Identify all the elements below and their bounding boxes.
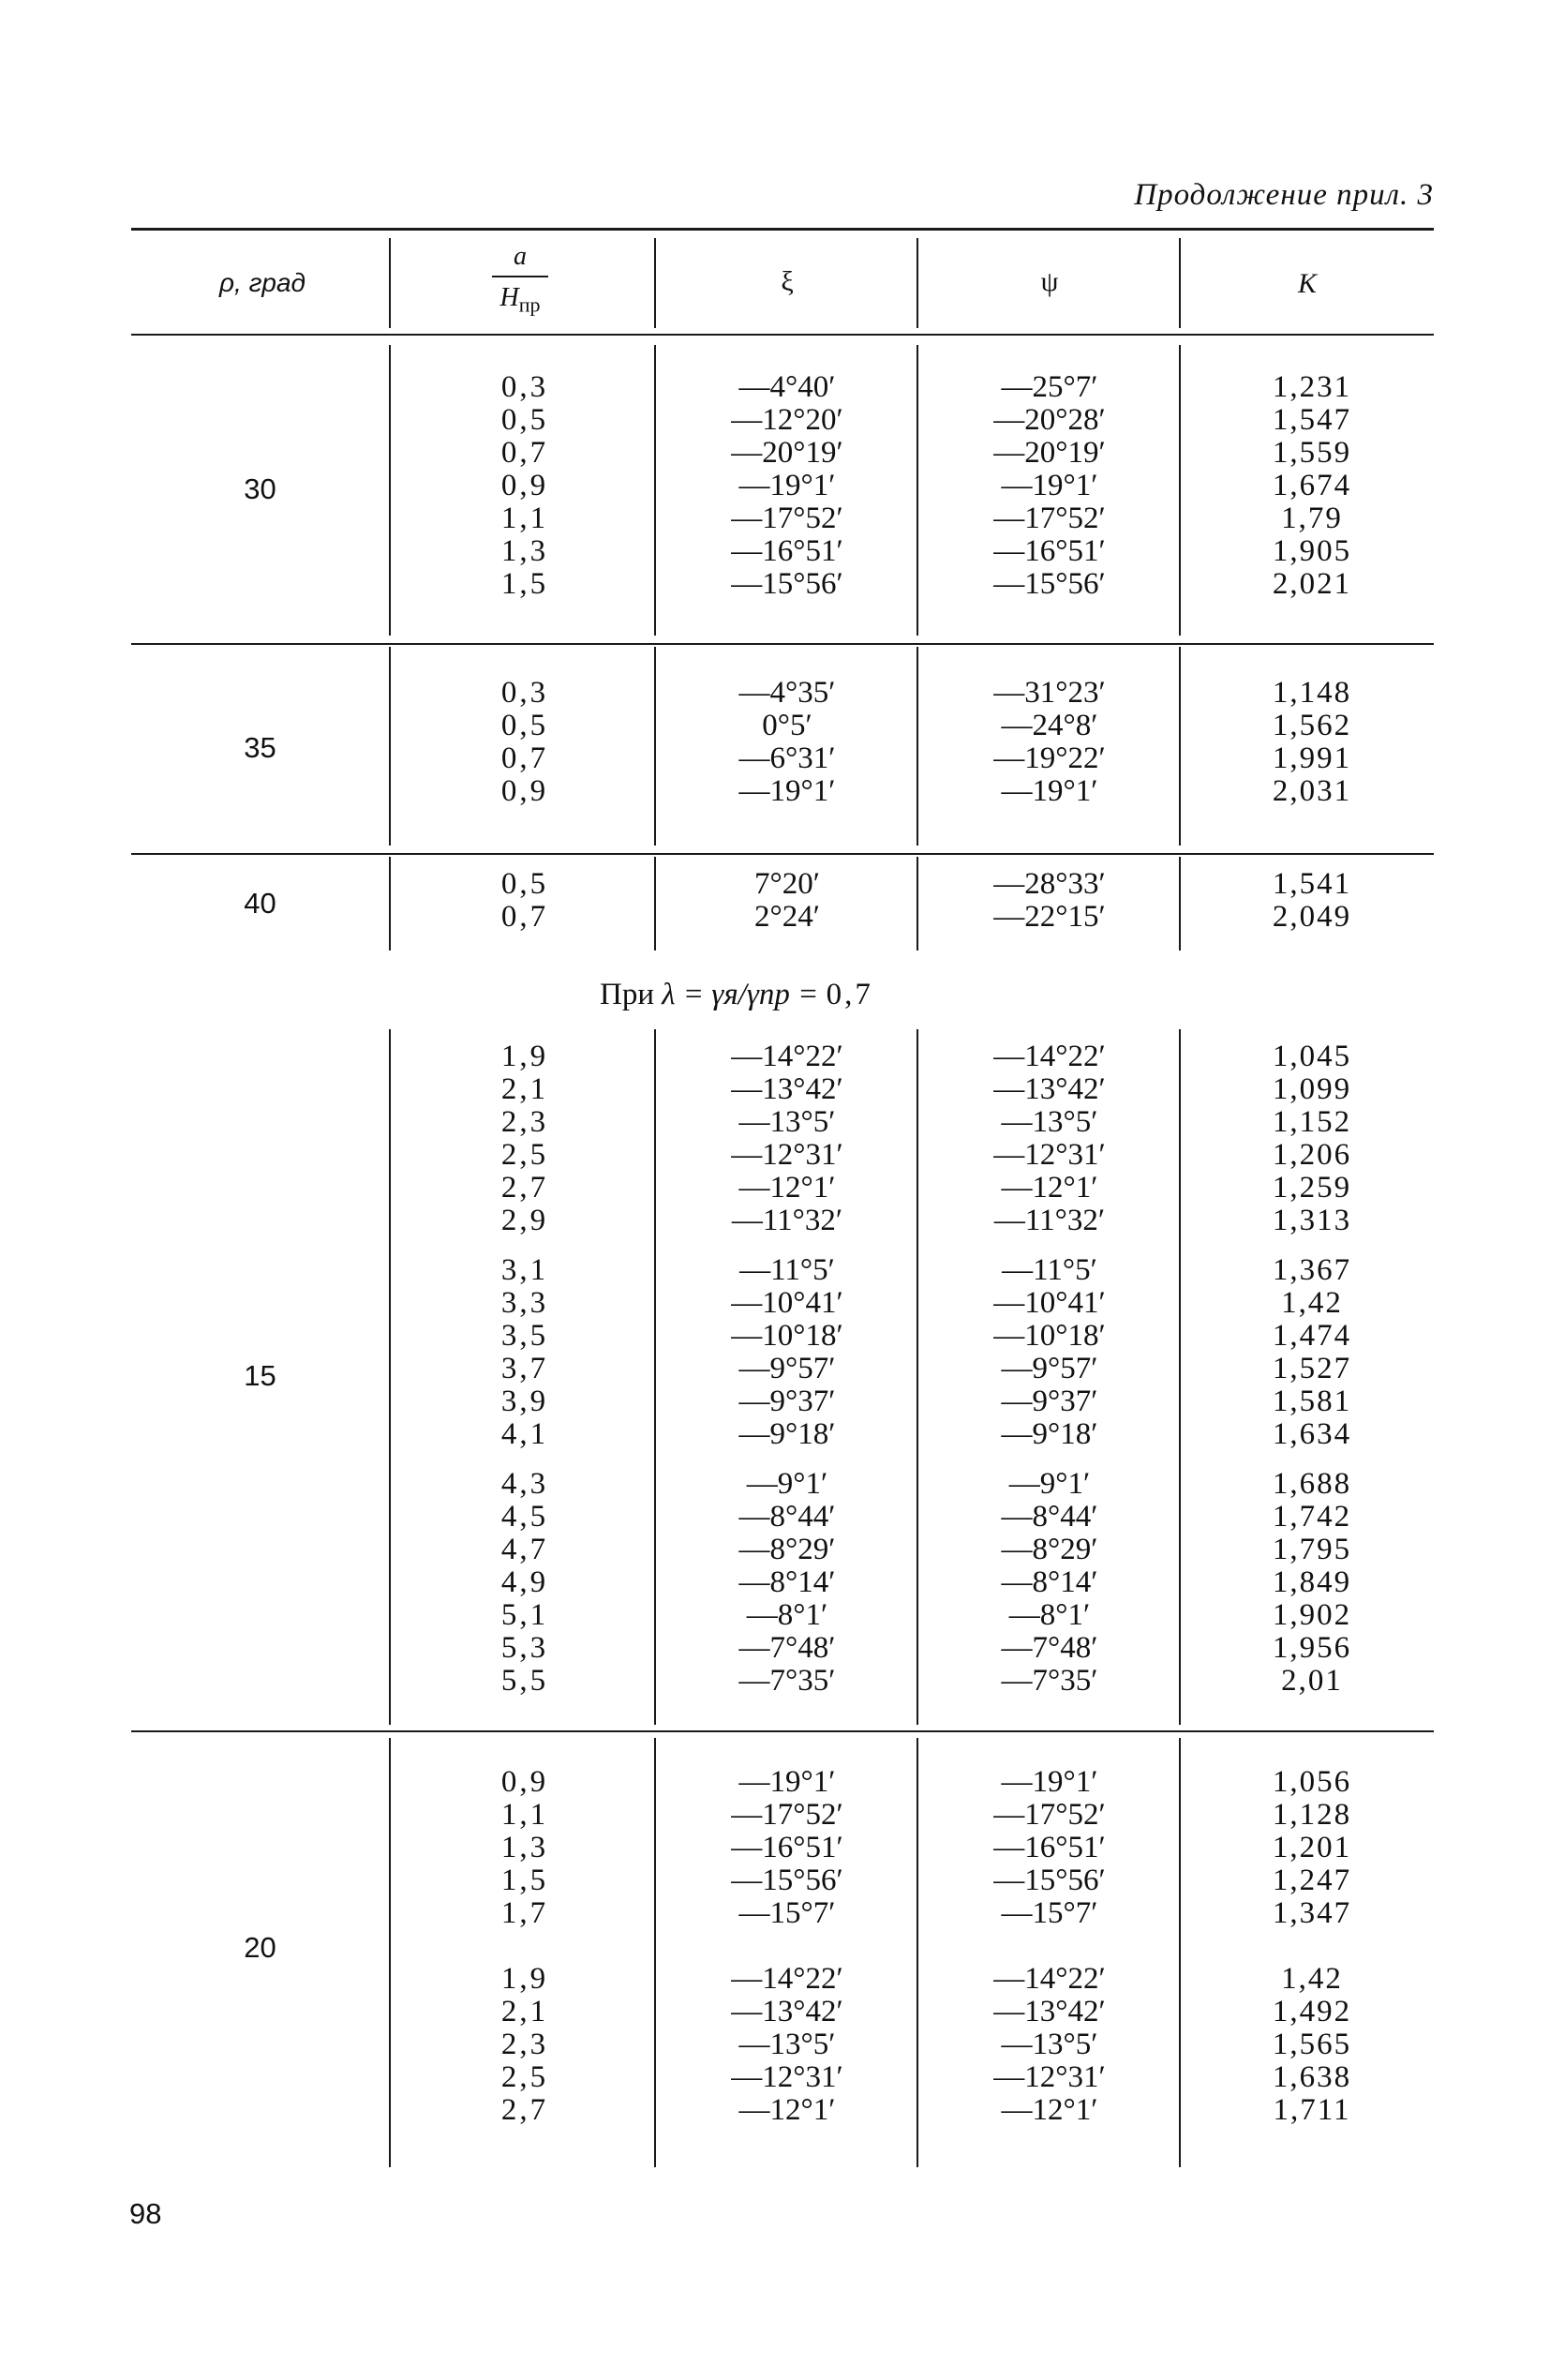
a-cell: 1,3 — [500, 534, 549, 568]
rho-value: 15 — [244, 1359, 276, 1392]
table-row — [0, 1632, 1550, 1665]
xi-cell: —17°52′ — [731, 1798, 843, 1832]
rho-value: 40 — [244, 887, 276, 920]
a-cell: 2,5 — [500, 1138, 549, 1172]
a-cell: 2,1 — [500, 1072, 549, 1106]
header-rho: ρ, град — [218, 268, 306, 297]
k-cell: 1,347 — [1272, 1896, 1352, 1930]
a-cell: 3,1 — [500, 1253, 549, 1287]
table-row — [0, 437, 1550, 470]
a-cell: 0,5 — [500, 403, 549, 437]
a-cell: 4,1 — [500, 1417, 549, 1451]
xi-cell: —11°5′ — [739, 1253, 835, 1287]
xi-cell: —9°18′ — [738, 1417, 836, 1451]
xi-cell: —14°22′ — [731, 1040, 843, 1073]
table-row — [0, 1665, 1550, 1698]
table-row — [0, 775, 1550, 808]
table-row — [0, 1799, 1550, 1832]
xi-cell: 2°24′ — [754, 900, 820, 934]
table-row — [0, 1996, 1550, 2028]
psi-cell: —13°5′ — [1001, 2028, 1098, 2061]
table-row — [0, 371, 1550, 404]
a-cell: 3,3 — [500, 1286, 549, 1320]
k-cell: 1,42 — [1281, 1286, 1343, 1320]
xi-cell: —7°35′ — [738, 1664, 836, 1698]
table-row — [0, 1566, 1550, 1599]
psi-cell: —19°1′ — [1001, 774, 1098, 808]
xi-cell: —13°42′ — [731, 1995, 843, 2028]
k-cell: 1,634 — [1272, 1417, 1352, 1451]
header-bottom-rule — [131, 334, 1434, 336]
k-cell: 1,201 — [1272, 1831, 1352, 1864]
psi-cell: —10°18′ — [993, 1319, 1106, 1353]
xi-cell: —13°5′ — [738, 2028, 836, 2061]
xi-cell: —10°41′ — [731, 1286, 843, 1320]
a-cell: 5,3 — [500, 1631, 549, 1665]
xi-cell: 0°5′ — [762, 709, 812, 742]
group-rule — [131, 1730, 1434, 1732]
k-cell: 1,742 — [1272, 1500, 1352, 1534]
a-cell: 0,3 — [500, 370, 549, 404]
table-row — [0, 2094, 1550, 2127]
table-row — [0, 710, 1550, 742]
a-cell: 5,5 — [500, 1664, 549, 1698]
rho-value: 30 — [244, 472, 276, 505]
psi-cell: —9°1′ — [1008, 1467, 1091, 1501]
a-cell: 1,1 — [500, 501, 549, 535]
xi-cell: —8°44′ — [738, 1500, 836, 1534]
k-cell: 1,581 — [1272, 1385, 1352, 1418]
k-cell: 1,492 — [1272, 1995, 1352, 2028]
a-cell: 2,9 — [500, 1204, 549, 1237]
psi-cell: —17°52′ — [993, 1798, 1106, 1832]
k-cell: 1,474 — [1272, 1319, 1352, 1353]
psi-cell: —8°29′ — [1001, 1533, 1098, 1566]
xi-cell: —16°51′ — [731, 534, 843, 568]
table-row — [0, 502, 1550, 535]
psi-cell: —14°22′ — [993, 1040, 1106, 1073]
table-row — [0, 1418, 1550, 1451]
psi-cell: —19°1′ — [1001, 469, 1098, 502]
header-xi: ξ — [781, 266, 794, 297]
k-cell: 1,42 — [1281, 1962, 1343, 1996]
xi-cell: —15°56′ — [731, 567, 843, 601]
table-row — [0, 1320, 1550, 1353]
psi-cell: —12°1′ — [1001, 1171, 1098, 1205]
header-a-numerator: a — [514, 242, 527, 271]
k-cell: 2,01 — [1281, 1664, 1343, 1698]
psi-cell: —13°42′ — [993, 1072, 1106, 1106]
a-cell: 3,9 — [500, 1385, 549, 1418]
a-cell: 2,7 — [500, 1171, 549, 1205]
xi-cell: —12°31′ — [731, 1138, 843, 1172]
psi-cell: —25°7′ — [1001, 370, 1098, 404]
xi-cell: —15°56′ — [731, 1864, 843, 1897]
xi-cell: —19°1′ — [738, 469, 836, 502]
xi-cell: —13°42′ — [731, 1072, 843, 1106]
a-cell: 1,7 — [500, 1896, 549, 1930]
psi-cell: —31°23′ — [993, 676, 1106, 710]
k-cell: 1,674 — [1272, 469, 1352, 502]
k-cell: 1,527 — [1272, 1352, 1352, 1385]
psi-cell: —8°44′ — [1001, 1500, 1098, 1534]
a-cell: 1,9 — [500, 1962, 549, 1996]
psi-cell: —20°28′ — [993, 403, 1106, 437]
table-row — [0, 1205, 1550, 1237]
lambda-value: 0,7 — [826, 978, 873, 1011]
rho-value: 20 — [244, 1931, 276, 1964]
psi-cell: —14°22′ — [993, 1962, 1106, 1996]
k-cell: 1,313 — [1272, 1204, 1352, 1237]
psi-cell: —13°42′ — [993, 1995, 1106, 2028]
table-row — [0, 1287, 1550, 1320]
header-a-ratio — [445, 242, 595, 318]
a-cell: 1,1 — [500, 1798, 549, 1832]
xi-cell: —17°52′ — [731, 501, 843, 535]
a-cell: 4,5 — [500, 1500, 549, 1534]
xi-cell: —10°18′ — [731, 1319, 843, 1353]
k-cell: 1,688 — [1272, 1467, 1352, 1501]
a-cell: 0,5 — [500, 867, 549, 901]
psi-cell: —16°51′ — [993, 534, 1106, 568]
table-row — [0, 1139, 1550, 1172]
table-row — [0, 1534, 1550, 1566]
a-cell: 0,5 — [500, 709, 549, 742]
table-row — [0, 1468, 1550, 1501]
group-rule — [131, 643, 1434, 645]
xi-cell: —15°7′ — [738, 1896, 836, 1930]
table-row — [0, 1073, 1550, 1106]
xi-cell: —12°1′ — [738, 1171, 836, 1205]
table-row — [0, 1766, 1550, 1799]
xi-cell: —8°29′ — [738, 1533, 836, 1566]
a-cell: 5,1 — [500, 1598, 549, 1632]
header-a-denominator: $H_{пр}$ — [499, 283, 541, 317]
xi-cell: —19°1′ — [738, 774, 836, 808]
table-row — [0, 1963, 1550, 1996]
a-cell: 0,3 — [500, 676, 549, 710]
xi-cell: —12°31′ — [731, 2060, 843, 2094]
k-cell: 1,547 — [1272, 403, 1352, 437]
a-cell: 2,3 — [500, 2028, 549, 2061]
k-cell: 1,099 — [1272, 1072, 1352, 1106]
psi-cell: —15°56′ — [993, 567, 1106, 601]
a-cell: 1,5 — [500, 567, 549, 601]
table-row — [0, 1897, 1550, 1930]
psi-cell: —7°35′ — [1001, 1664, 1098, 1698]
psi-cell: —9°37′ — [1001, 1385, 1098, 1418]
table-row — [0, 470, 1550, 502]
psi-cell: —8°14′ — [1001, 1565, 1098, 1599]
a-cell: 0,7 — [500, 436, 549, 470]
xi-cell: —9°1′ — [746, 1467, 828, 1501]
a-cell: 0,9 — [500, 774, 549, 808]
k-cell: 1,231 — [1272, 370, 1352, 404]
psi-cell: —15°56′ — [993, 1864, 1106, 1897]
k-cell: 1,991 — [1272, 741, 1352, 775]
k-cell: 1,638 — [1272, 2060, 1352, 2094]
psi-cell: —12°1′ — [1001, 2093, 1098, 2127]
table-row — [0, 677, 1550, 710]
psi-cell: —19°1′ — [1001, 1765, 1098, 1799]
xi-cell: —4°35′ — [738, 676, 836, 710]
k-cell: 1,148 — [1272, 676, 1352, 710]
psi-cell: —11°32′ — [993, 1204, 1106, 1237]
psi-cell: —17°52′ — [993, 501, 1106, 535]
psi-cell: —19°22′ — [993, 741, 1106, 775]
a-cell: 2,7 — [500, 2093, 549, 2127]
psi-cell: —12°31′ — [993, 2060, 1106, 2094]
xi-cell: —6°31′ — [738, 741, 836, 775]
k-cell: 1,795 — [1272, 1533, 1352, 1566]
psi-cell: —22°15′ — [993, 900, 1106, 934]
xi-cell: —7°48′ — [738, 1631, 836, 1665]
table-row — [0, 404, 1550, 437]
psi-cell: —9°57′ — [1001, 1352, 1098, 1385]
psi-cell: —16°51′ — [993, 1831, 1106, 1864]
k-cell: 1,152 — [1272, 1105, 1352, 1139]
xi-cell: 7°20′ — [754, 867, 820, 901]
xi-cell: —8°1′ — [746, 1598, 828, 1632]
header-psi: ψ — [1040, 266, 1059, 297]
k-cell: 1,902 — [1272, 1598, 1352, 1632]
psi-cell: —28°33′ — [993, 867, 1106, 901]
rho-value: 35 — [244, 731, 276, 764]
k-cell: 1,565 — [1272, 2028, 1352, 2061]
psi-cell: —13°5′ — [1001, 1105, 1098, 1139]
xi-cell: —11°32′ — [731, 1204, 843, 1237]
psi-cell: —24°8′ — [1001, 709, 1098, 742]
a-cell: 2,5 — [500, 2060, 549, 2094]
xi-cell: —20°19′ — [731, 436, 843, 470]
psi-cell: —8°1′ — [1008, 1598, 1091, 1632]
xi-cell: —16°51′ — [731, 1831, 843, 1864]
psi-cell: —10°41′ — [993, 1286, 1106, 1320]
xi-cell: —4°40′ — [738, 370, 836, 404]
lambda-caption — [600, 978, 873, 1012]
a-cell: 4,9 — [500, 1565, 549, 1599]
table-row — [0, 1385, 1550, 1418]
table-row — [0, 742, 1550, 775]
table-row — [0, 1040, 1550, 1073]
k-cell: 1,045 — [1272, 1040, 1352, 1073]
table-row — [0, 1353, 1550, 1385]
a-cell: 4,3 — [500, 1467, 549, 1501]
k-cell: 1,056 — [1272, 1765, 1352, 1799]
a-cell: 1,5 — [500, 1864, 549, 1897]
table-row — [0, 568, 1550, 601]
a-cell: 1,9 — [500, 1040, 549, 1073]
xi-cell: —8°14′ — [738, 1565, 836, 1599]
k-cell: 1,206 — [1272, 1138, 1352, 1172]
lambda-formula: λ = γя/γпр = — [662, 978, 827, 1011]
a-cell: 3,5 — [500, 1319, 549, 1353]
header-divider — [389, 238, 391, 328]
psi-cell: —11°5′ — [1002, 1253, 1097, 1287]
psi-cell: —7°48′ — [1001, 1631, 1098, 1665]
table-row — [0, 2028, 1550, 2061]
table-row — [0, 2061, 1550, 2094]
xi-cell: —12°20′ — [731, 403, 843, 437]
page-caption: Продолжение прил. 3 — [1134, 178, 1434, 212]
k-cell: 1,849 — [1272, 1565, 1352, 1599]
psi-cell: —15°7′ — [1001, 1896, 1098, 1930]
k-cell: 1,562 — [1272, 709, 1352, 742]
a-cell: 1,3 — [500, 1831, 549, 1864]
table-row — [0, 1501, 1550, 1534]
table-row — [0, 868, 1550, 901]
psi-cell: —12°31′ — [993, 1138, 1106, 1172]
lambda-prefix: При — [600, 978, 654, 1011]
a-cell: 2,3 — [500, 1105, 549, 1139]
k-cell: 1,128 — [1272, 1798, 1352, 1832]
k-cell: 1,956 — [1272, 1631, 1352, 1665]
k-cell: 1,259 — [1272, 1171, 1352, 1205]
k-cell: 2,021 — [1272, 567, 1352, 601]
a-cell: 0,7 — [500, 741, 549, 775]
table-row — [0, 1832, 1550, 1864]
k-cell: 1,247 — [1272, 1864, 1352, 1897]
table-row — [0, 1599, 1550, 1632]
a-cell: 0,7 — [500, 900, 549, 934]
table-row — [0, 1254, 1550, 1287]
k-cell: 1,367 — [1272, 1253, 1352, 1287]
xi-cell: —13°5′ — [738, 1105, 836, 1139]
header-k: K — [1297, 268, 1317, 299]
table-row — [0, 1106, 1550, 1139]
a-cell: 4,7 — [500, 1533, 549, 1566]
table-row — [0, 901, 1550, 934]
table-row — [0, 1864, 1550, 1897]
xi-cell: —12°1′ — [738, 2093, 836, 2127]
k-cell: 2,031 — [1272, 774, 1352, 808]
psi-cell: —9°18′ — [1001, 1417, 1098, 1451]
a-cell: 3,7 — [500, 1352, 549, 1385]
table-row — [0, 1172, 1550, 1205]
k-cell: 1,559 — [1272, 436, 1352, 470]
xi-cell: —14°22′ — [731, 1962, 843, 1996]
k-cell: 1,905 — [1272, 534, 1352, 568]
k-cell: 2,049 — [1272, 900, 1352, 934]
page-number: 98 — [129, 2197, 162, 2230]
k-cell: 1,711 — [1273, 2093, 1351, 2127]
a-cell: 0,9 — [500, 1765, 549, 1799]
psi-cell: —20°19′ — [993, 436, 1106, 470]
k-cell: 1,541 — [1272, 867, 1352, 901]
k-cell: 1,79 — [1281, 501, 1343, 535]
table-top-rule — [131, 228, 1434, 231]
xi-cell: —19°1′ — [738, 1765, 836, 1799]
table-row — [0, 535, 1550, 568]
xi-cell: —9°57′ — [738, 1352, 836, 1385]
xi-cell: —9°37′ — [738, 1385, 836, 1418]
a-cell: 2,1 — [500, 1995, 549, 2028]
group-rule — [131, 853, 1434, 855]
a-cell: 0,9 — [500, 469, 549, 502]
